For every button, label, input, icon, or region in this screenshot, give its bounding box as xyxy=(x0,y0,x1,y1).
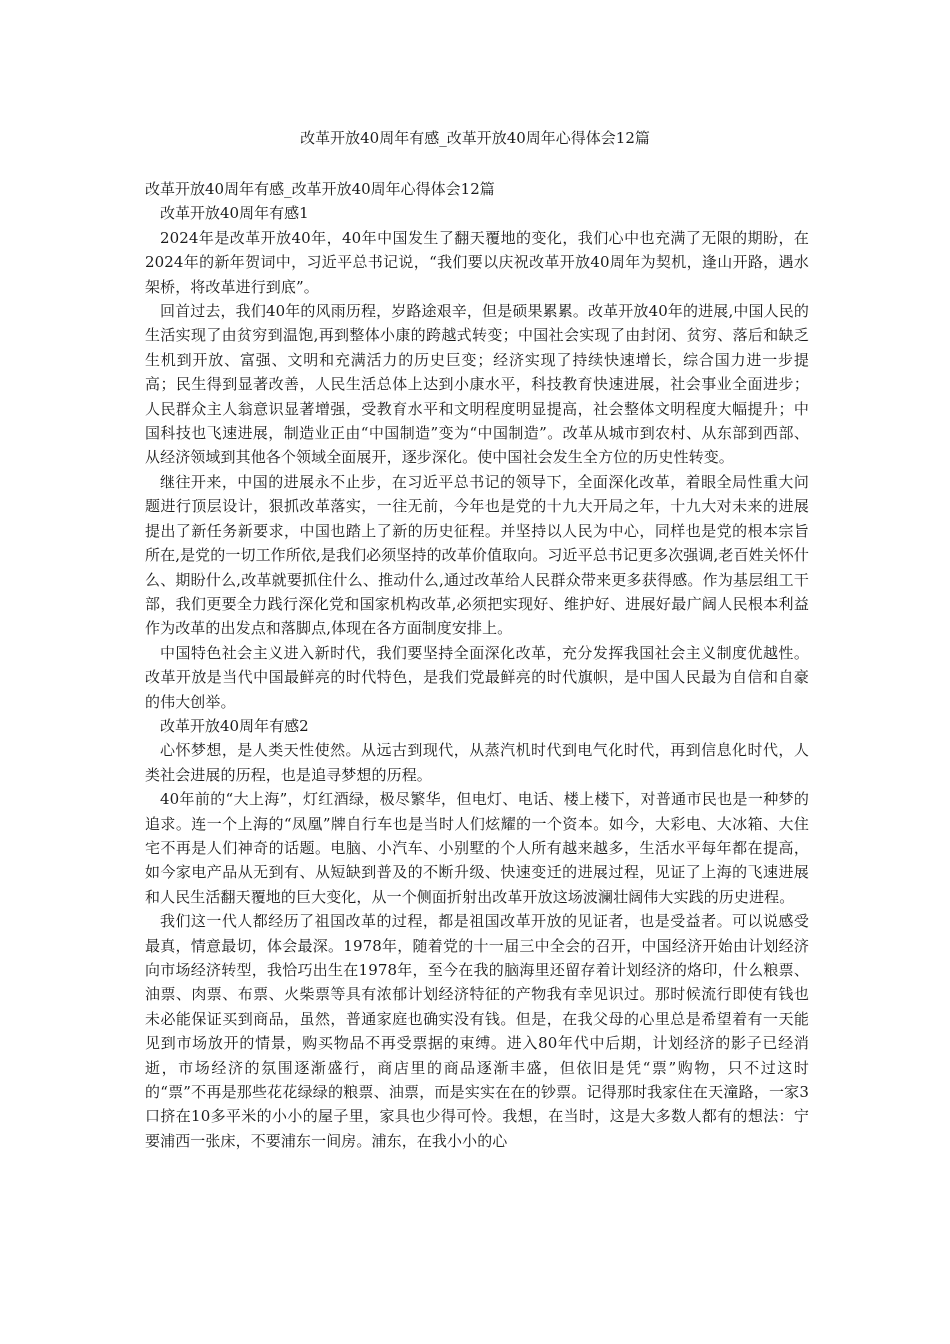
paragraph: 我们这一代人都经历了祖国改革的过程，都是祖国改革开放的见证者，也是受益者。可以说感受最真，情意最切，体会最深。1978年，随着党的十一届三中全会的召开，中国经济开始由计划经济向市场经济转型，我恰巧出生在1978年，至今在我的脑海里还留存着计划经济的烙印，什么粮票、油票、肉票、布票、火柴票等具有浓郁计划经济特征的产物我有幸见识过。那时候流行即使有钱也未必能保证买到商品，虽然，普通家庭也确实没有钱。但是，在我父母的心里总是希望着有一天能见到市场放开的情景，购买物品不再受票据的束缚。进入80年代中后期，计划经济的影子已经消逝，市场经济的氛围逐渐盛行，商店里的商品逐渐丰盛，但依旧是凭“票”购物，只不过这时的“票”不再是那些花花绿绿的粮票、油票，而是实实在在的钞票。记得那时我家住在天潼路，一家3口挤在10多平米的小小的屋子里，家具也少得可怜。我想，在当时，这是大多数人都有的想法：宁要浦西一张床，不要浦东一间房。浦东，在我小小的心 xyxy=(145,912,809,1150)
document-title: 改革开放40周年有感_改革开放40周年心得体会12篇 xyxy=(300,129,650,147)
paragraph: 中国特色社会主义进入新时代，我们要坚持全面深化改革，充分发挥我国社会主义制度优越性。改革开放是当代中国最鲜亮的时代特色，是我们党最鲜亮的时代旗帜，是中国人民最为自信和自豪的伟大创举。 xyxy=(145,643,809,711)
paragraph: 继往开来，中国的进展永不止步，在习近平总书记的领导下，全面深化改革，着眼全局性重大问题进行顶层设计，狠抓改革落实，一往无前，今年也是党的十九大开局之年，十九大对未来的进展提出了新任务新要求，中国也踏上了新的历史征程。并坚持以人民为中心，同样也是党的根本宗旨所在,是党的一切工作所依,是我们必须坚持的改革价值取向。习近平总书记更多次强调,老百姓关怀什么、期盼什么,改革就要抓住什么、推动什么,通过改革给人民群众带来更多获得感。作为基层组工干部，我们更要全力践行深化党和国家机构改革,必须把实现好、维护好、进展好最广阔人民根本利益作为改革的出发点和落脚点,体现在各方面制度安排上。 xyxy=(145,472,809,638)
section-heading: 改革开放40周年有感1 xyxy=(160,204,309,223)
section-heading: 改革开放40周年有感2 xyxy=(160,716,309,735)
paragraph: 40年前的“大上海”，灯红酒绿，极尽繁华，但电灯、电话、楼上楼下，对普通市民也是一种梦的追求。连一个上海的“凤凰”牌自行车也是当时人们炫耀的一个资本。如今，大彩电、大冰箱、大住宅不再是人们神奇的话题。电脑、小汽车、小别墅的个人所有越来越多，生活水平每年都在提高，如今家电产品从无到有、从短缺到普及的不断升级、快速变迁的进展过程，见证了上海的飞速进展和人民生活翻天覆地的巨大变化，从一个侧面折射出改革开放这场波澜壮阔伟大实践的历史进程。 xyxy=(145,790,809,906)
section-1 xyxy=(145,201,809,714)
section-2 xyxy=(145,714,809,1153)
document-subtitle: 改革开放40周年有感_改革开放40周年心得体会12篇 xyxy=(145,180,495,198)
paragraph: 心怀梦想，是人类天性使然。从远古到现代，从蒸汽机时代到电气化时代，再到信息化时代，人类社会进展的历程，也是追寻梦想的历程。 xyxy=(145,741,809,784)
paragraph: 回首过去，我们40年的风雨历程，岁路途艰辛，但是硕果累累。改革开放40年的进展,中国人民的生活实现了由贫穷到温饱,再到整体小康的跨越式转变；中国社会实现了由封闭、贫穷、落后和缺乏生机到开放、富强、文明和充满活力的历史巨变；经济实现了持续快速增长，综合国力进一步提高；民生得到显著改善，人民生活总体上达到小康水平，科技教育快速进展，社会事业全面进步；人民群众主人翁意识显著增强，受教育水平和文明程度明显提高，社会整体文明程度大幅提升；中国科技也飞速进展，制造业正由“中国制造”变为“中国制造”。改革从城市到农村、从东部到西部、从经济领域到其他各个领域全面展开，逐步深化。使中国社会发生全方位的历史性转变。 xyxy=(145,302,809,467)
document-body xyxy=(145,177,809,1153)
paragraph: 2024年是改革开放40年，40年中国发生了翻天覆地的变化，我们心中也充满了无限的期盼，在2024年的新年贺词中，习近平总书记说，“我们要以庆祝改革开放40周年为契机，逢山开路，遇水架桥，将改革进行到底”。 xyxy=(145,228,809,296)
